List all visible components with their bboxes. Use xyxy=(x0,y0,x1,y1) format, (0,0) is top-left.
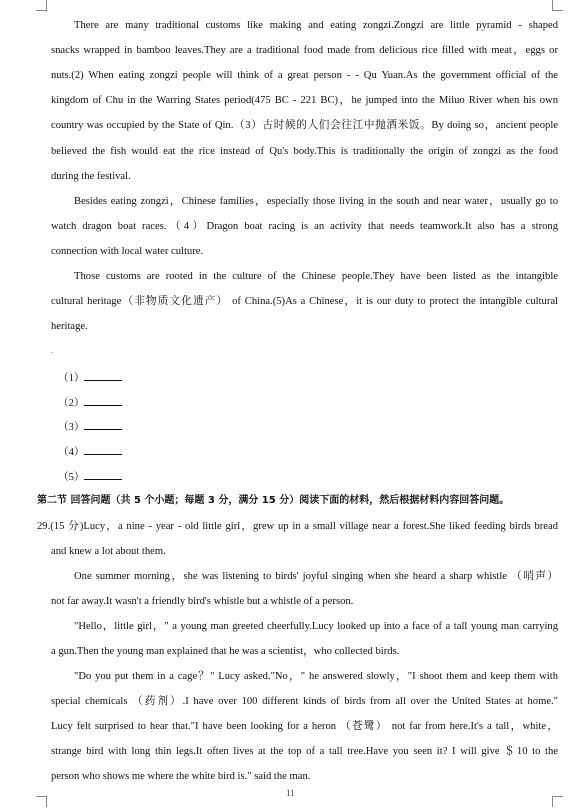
blank-underline xyxy=(84,370,122,381)
answer-blank-3[interactable] xyxy=(58,419,122,433)
story-line: special chemicals （药剂）.I have over 100 different kinds of birds from all over the United States at home." xyxy=(51,696,558,707)
passage-line: country was occupied by the State of Qin.（3）古时候的人们会往江中抛洒米饭。By doing so，ancient people xyxy=(51,120,558,131)
answer-blank-1[interactable] xyxy=(58,370,122,384)
blank-label: （3） xyxy=(58,422,85,433)
page-number: 11 xyxy=(286,788,295,798)
story-line: and knew a lot about them. xyxy=(51,546,166,557)
blank-underline xyxy=(84,469,122,480)
blank-underline xyxy=(84,444,122,455)
section-heading: 第二节 回答问题（共 5 个小题；每题 3 分，满分 15 分）阅读下面的材料，然后根据材料内容回答问题。 xyxy=(37,495,510,506)
passage-line: snacks wrapped in bamboo leaves.They are a traditional food made from delicious rice filled with meat，eggs or xyxy=(51,45,558,56)
passage-line: Besides eating zongzi，Chinese families，especially those living in the south and near water，usually go to xyxy=(74,196,558,207)
passage-line: Those customs are rooted in the culture of the Chinese people.They have been listed as the intangible xyxy=(74,271,558,282)
passage-line: heritage. xyxy=(51,321,88,332)
passage-line: There are many traditional customs like making and eating zongzi.Zongzi are little pyramid - shaped xyxy=(74,20,558,31)
blank-label: （1） xyxy=(58,373,85,384)
corner-mark-bottom-left xyxy=(36,796,47,807)
passage-line: watch dragon boat races.（4）Dragon boat racing is an activity that needs teamwork.It also has a strong xyxy=(51,221,558,232)
answer-blank-2[interactable] xyxy=(58,395,122,409)
blank-underline xyxy=(84,419,122,430)
story-line: strange bird with long thin legs.It often lives at the top of a tall tree.Have you seen it? I will give ＄10 to the xyxy=(51,746,558,757)
blank-underline xyxy=(84,395,122,406)
blank-label: （2） xyxy=(58,398,85,409)
story-line: Lucy felt surprised to hear that."I have been looking for a heron （苍鹭） not far from here.It's a tall，white， xyxy=(51,721,558,732)
corner-mark-top-left xyxy=(36,0,47,11)
passage-line: connection with local water culture. xyxy=(51,246,204,257)
passage-line: cultural heritage（非物质文化遗产） of China.(5)As a Chinese，it is our duty to protect the intangible cultural xyxy=(51,296,558,307)
passage-line: nuts.(2) When eating zongzi people will think of a great person - - Qu Yuan.As the government official of the xyxy=(51,70,558,81)
corner-mark-top-right xyxy=(552,0,563,11)
paragraph-mark: . xyxy=(51,345,54,355)
story-line: person who shows me where the white bird is." said the man. xyxy=(51,771,311,782)
blank-label: （5） xyxy=(58,472,85,483)
answer-blank-4[interactable] xyxy=(58,444,122,458)
story-line: "Hello，little girl，" a young man greeted cheerfully.Lucy looked up into a face of a tall young man carrying xyxy=(74,621,558,632)
blank-label: （4） xyxy=(58,447,85,458)
story-line: "Do you put them in a cage？" Lucy asked."No，" he answered slowly，"I shoot them and keep them with xyxy=(74,671,558,682)
answer-blank-5[interactable] xyxy=(58,469,122,483)
corner-mark-bottom-right xyxy=(552,796,563,807)
story-line: 29.(15 分)Lucy，a nine - year - old little girl，grew up in a small village near a forest.She liked feeding birds bread xyxy=(37,521,558,532)
story-line: not far away.It wasn't a friendly bird's whistle but a whistle of a person. xyxy=(51,596,354,607)
story-line: a gun.Then the young man explained that he was a scientist，who collected birds. xyxy=(51,646,400,657)
passage-line: believed the fish would eat the rice instead of Qu's body.This is traditionally the origin of zongzi as the food xyxy=(51,146,558,157)
passage-line: kingdom of Chu in the Warring States period(475 BC - 221 BC)，he jumped into the Miluo River when his own xyxy=(51,95,558,106)
story-line: One summer morning，she was listening to birds' joyful singing when she heard a sharp whistle （哨声） xyxy=(74,571,558,582)
passage-line: during the festival. xyxy=(51,171,131,182)
